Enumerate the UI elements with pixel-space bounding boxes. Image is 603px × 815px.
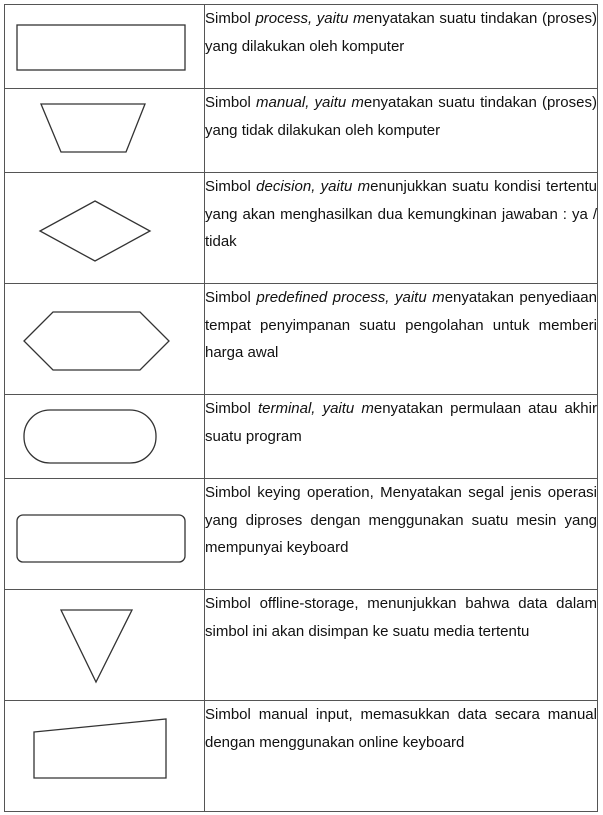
description-rest: enyatakan penyediaan tempat penyimpanan suatu pengolahan untuk memberi harga awal [205, 289, 597, 361]
description-cell [205, 395, 598, 479]
shape-cell [5, 173, 205, 284]
predefined-hexagon-icon [5, 285, 204, 394]
keying-operation-icon [5, 480, 204, 589]
shape-cell [5, 479, 205, 590]
table-row [5, 173, 598, 284]
description-term: manual, yaitu m [256, 94, 364, 111]
description-term: decision, yaitu m [256, 178, 371, 195]
terminal-rounded-icon [5, 396, 204, 478]
description-prefix: Simbol [205, 178, 257, 195]
table-row [5, 5, 598, 89]
table-row [5, 89, 598, 173]
table-row [5, 284, 598, 395]
description-prefix: Simbol [205, 400, 258, 417]
table-row [5, 590, 598, 701]
manual-trapezoid-icon [5, 90, 204, 172]
process-rectangle-icon [5, 6, 204, 88]
description-rest: enyatakan permulaan atau akhir suatu program [205, 400, 597, 445]
flowchart-symbol-table [4, 4, 598, 812]
description-term: process, yaitu m [255, 10, 366, 27]
description-rest: enyatakan suatu tindakan (proses) yang tidak dilakukan oleh komputer [205, 94, 597, 139]
manual-input-icon [5, 702, 204, 811]
shape-cell [5, 284, 205, 395]
description-rest: enyatakan suatu tindakan (proses) yang dilakukan oleh komputer [205, 10, 597, 55]
description-cell [205, 5, 598, 89]
table-row [5, 479, 598, 590]
description-term: predefined process, yaitu m [256, 289, 445, 306]
description-cell [205, 590, 598, 701]
shape-cell [5, 89, 205, 173]
description-prefix: Simbol [205, 289, 257, 306]
shape-cell [5, 701, 205, 812]
description-prefix: Simbol [205, 94, 257, 111]
shape-cell [5, 590, 205, 701]
description-term: terminal, yaitu m [257, 400, 374, 417]
description-text: Simbol offline-storage, menunjukkan bahwa data dalam simbol ini akan disimpan ke suatu media tertentu [205, 595, 597, 640]
description-text: Simbol keying operation, Menyatakan segal jenis operasi yang diproses dengan menggunakan suatu mesin yang mempunyai keyboard [205, 484, 597, 556]
description-text: Simbol manual input, memasukkan data secara manual dengan menggunakan online keyboard [205, 706, 597, 751]
description-cell [205, 479, 598, 590]
shape-cell [5, 395, 205, 479]
description-prefix: Simbol [205, 10, 256, 27]
table-row [5, 701, 598, 812]
description-cell [205, 173, 598, 284]
description-cell [205, 284, 598, 395]
table-row [5, 395, 598, 479]
description-cell [205, 89, 598, 173]
shape-cell [5, 5, 205, 89]
offline-storage-triangle-icon [5, 591, 204, 700]
description-cell [205, 701, 598, 812]
description-rest: enunjukkan suatu kondisi tertentu yang akan menghasilkan dua kemungkinan jawaban : ya / tidak [205, 178, 598, 250]
decision-diamond-icon [5, 174, 204, 283]
